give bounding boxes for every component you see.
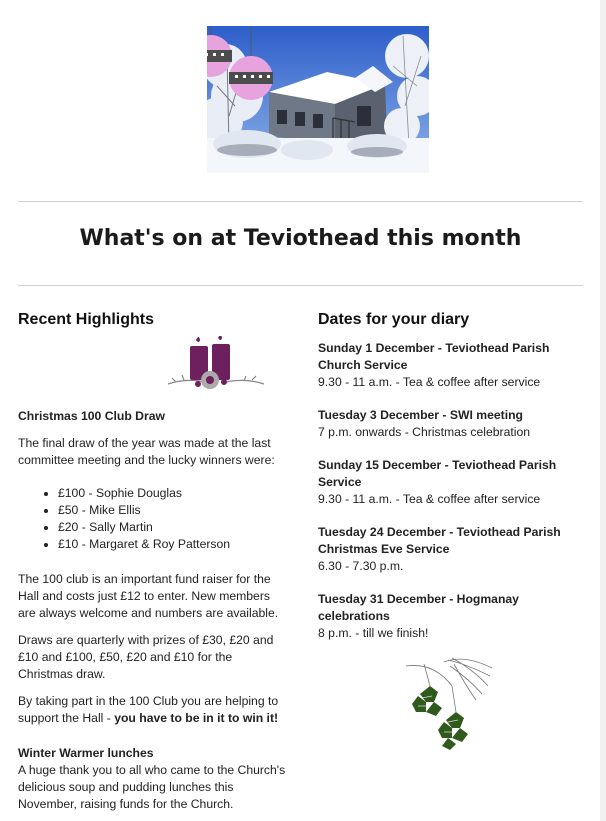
recent-highlights-section: [18, 310, 288, 813]
hall-snow-photo: [207, 26, 429, 173]
club-slogan: you have to be in it to win it!: [114, 711, 279, 725]
list-item: • £50 - Mike Ellis: [58, 502, 288, 519]
club-paragraph-1: The 100 club is an important fund raiser for the Hall and costs just £12 to enter. New members are always welcome and numbers are available.: [18, 572, 279, 620]
advent-candles-icon: [18, 336, 288, 392]
lunches-title: Winter Warmer lunches: [18, 746, 154, 760]
club-paragraph-2: Draws are quarterly with prizes of £30, £20 and £10 and £100, £50, £20 and £10 for the Christmas draw.: [18, 633, 274, 681]
event-detail: 9.30 - 11 a.m. - Tea & coffee after service: [318, 375, 541, 389]
list-item: • £100 - Sophie Douglas: [58, 485, 288, 502]
event-title: Sunday 15 December - Teviothead Parish Service: [318, 458, 557, 489]
diary-event: [318, 591, 568, 642]
list-item: • £10 - Margaret & Roy Patterson: [58, 536, 288, 553]
hops-icon: [318, 656, 568, 756]
winners-list: [18, 485, 288, 553]
title-divider: [18, 285, 583, 286]
club-paragraph-3-text: By taking part in the 100 Club you are helping to support the Hall -: [18, 694, 279, 725]
page-title: What's on at Teviothead this month: [79, 226, 522, 251]
event-detail: 9.30 - 11 a.m. - Tea & coffee after service: [318, 492, 541, 506]
club-intro: The final draw of the year was made at the last committee meeting and the lucky winners were:: [18, 436, 275, 467]
diary-event: [318, 524, 568, 575]
diary-heading: Dates for your diary: [318, 311, 470, 328]
event-title: Tuesday 3 December - SWI meeting: [318, 408, 523, 422]
lunches-text: A huge thank you to all who came to the Church's delicious soup and pudding lunches this November, raising funds for the Church.: [18, 763, 286, 811]
diary-event: [318, 340, 568, 391]
club-draw-title: Christmas 100 Club Draw: [18, 409, 165, 423]
list-item: • £20 - Sally Martin: [58, 519, 288, 536]
diary-section: [318, 310, 568, 756]
event-title: Tuesday 31 December - Hogmanay celebrations: [318, 592, 519, 623]
event-detail: 8 p.m. - till we finish!: [318, 626, 429, 640]
club-paragraph-3: [18, 693, 288, 727]
event-detail: 7 p.m. onwards - Christmas celebration: [318, 425, 531, 439]
event-title: Sunday 1 December - Teviothead Parish Church Service: [318, 341, 550, 372]
event-detail: 6.30 - 7.30 p.m.: [318, 559, 404, 573]
event-title: Tuesday 24 December - Teviothead Parish Christmas Eve Service: [318, 525, 561, 556]
scrollbar-track[interactable]: [600, 0, 606, 821]
recent-highlights-heading: Recent Highlights: [18, 311, 155, 328]
top-divider: [18, 201, 583, 202]
diary-event: [318, 407, 568, 441]
diary-event: [318, 457, 568, 508]
